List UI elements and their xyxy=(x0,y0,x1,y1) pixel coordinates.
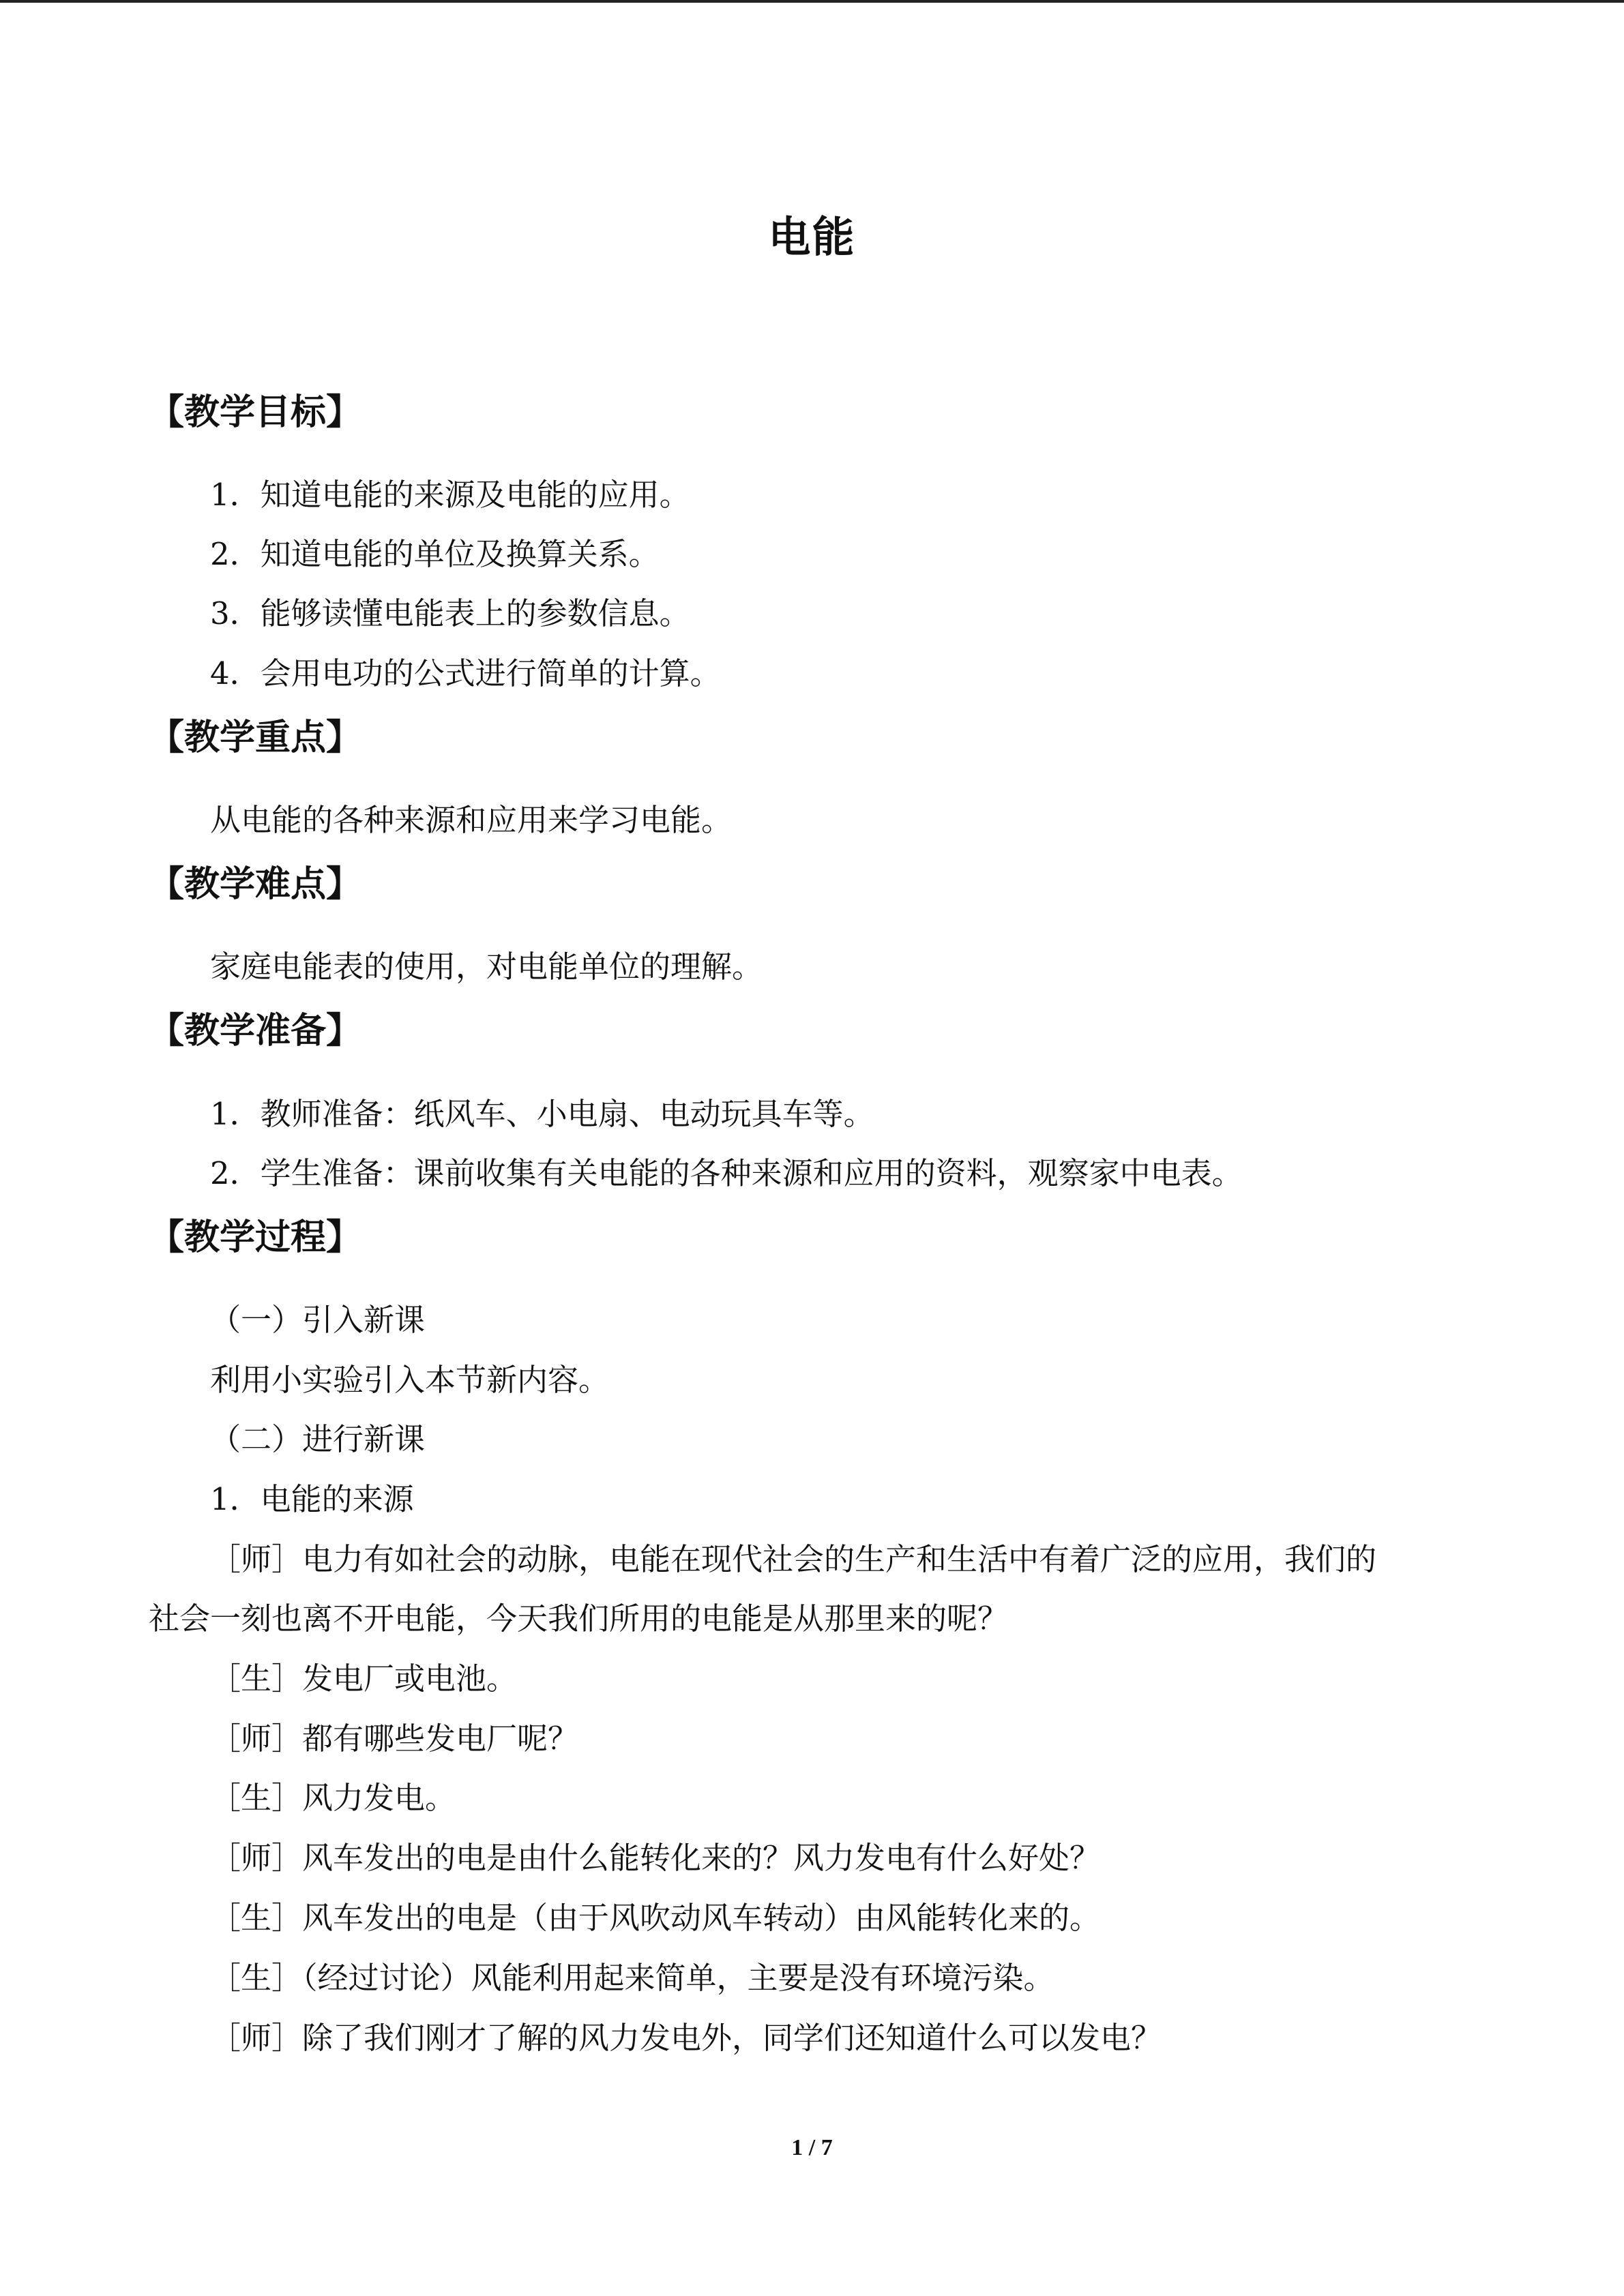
objective-item-2: 2．知道电能的单位及换算关系。 xyxy=(210,536,660,572)
process-line-12: ［生］（经过讨论）风能利用起来简单，主要是没有环境污染。 xyxy=(210,1960,1054,1996)
document-title: 电能 xyxy=(768,212,856,262)
key-points-text: 从电能的各种来源和应用来学习电能。 xyxy=(210,802,733,838)
process-line-13: ［师］除了我们刚才了解的风力发电外，同学们还知道什么可以发电？ xyxy=(210,2020,1162,2056)
process-line-8: ［师］都有哪些发电厂呢？ xyxy=(210,1720,579,1757)
preparation-item-2: 2．学生准备：课前收集有关电能的各种来源和应用的资料，观察家中电表。 xyxy=(210,1155,1243,1191)
heading-preparation: 【教学准备】 xyxy=(149,1011,362,1052)
objective-item-4: 4．会用电功的公式进行简单的计算。 xyxy=(210,655,721,691)
preparation-item-1: 1．教师准备：纸风车、小电扇、电动玩具车等。 xyxy=(210,1096,874,1132)
process-line-5: ［师］电力有如社会的动脉，电能在现代社会的生产和生活中有着广泛的应用，我们的 xyxy=(210,1541,1377,1577)
objective-item-3: 3．能够读懂电能表上的参数信息。 xyxy=(210,595,690,631)
process-line-1: （一）引入新课 xyxy=(210,1302,426,1338)
heading-key-points: 【教学重点】 xyxy=(149,717,362,758)
objective-item-1: 1．知道电能的来源及电能的应用。 xyxy=(210,477,690,513)
process-line-6: 社会一刻也离不开电能，今天我们所用的电能是从那里来的呢？ xyxy=(149,1600,1009,1637)
process-line-4: 1．电能的来源 xyxy=(210,1481,414,1517)
heading-objectives: 【教学目标】 xyxy=(149,392,362,433)
heading-process: 【教学过程】 xyxy=(149,1217,362,1258)
process-line-10: ［师］风车发出的电是由什么能转化来的？风力发电有什么好处？ xyxy=(210,1840,1101,1876)
heading-difficulties: 【教学难点】 xyxy=(149,864,362,905)
process-line-7: ［生］发电厂或电池。 xyxy=(210,1660,518,1697)
difficulties-text: 家庭电能表的使用，对电能单位的理解。 xyxy=(210,949,763,985)
process-line-11: ［生］风车发出的电是（由于风吹动风车转动）由风能转化来的。 xyxy=(210,1900,1101,1936)
process-line-2: 利用小实验引入本节新内容。 xyxy=(210,1362,610,1398)
process-line-3: （二）进行新课 xyxy=(210,1421,426,1457)
process-line-9: ［生］风力发电。 xyxy=(210,1780,456,1816)
page-number: 1 / 7 xyxy=(791,2135,833,2160)
